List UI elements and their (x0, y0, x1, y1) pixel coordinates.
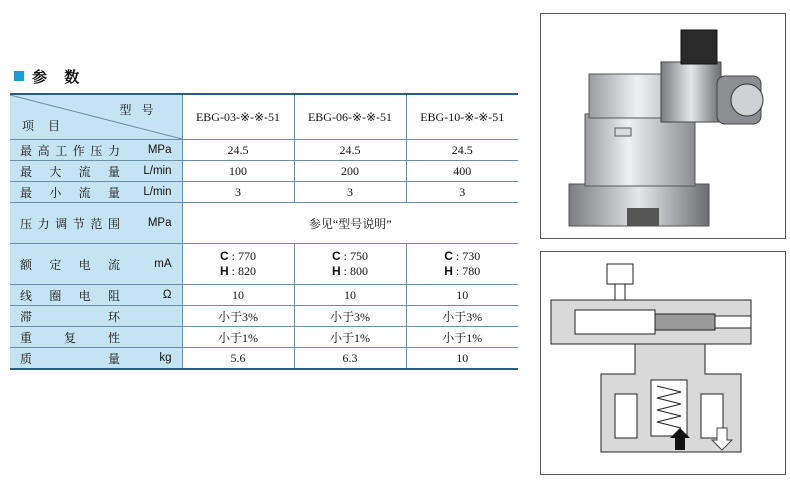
spec-row (10, 306, 518, 327)
row-label-cell (10, 140, 182, 161)
corner-cell (10, 94, 182, 140)
section-title: 参 数 (32, 67, 86, 86)
header-row (10, 94, 518, 140)
row-name-char: 作 (72, 143, 85, 158)
value-cell: 24.5 (294, 140, 406, 161)
spec-row (10, 327, 518, 348)
product-photo-frame (540, 13, 786, 239)
row-name-char: 额 (20, 257, 33, 272)
value-cell: 10 (406, 285, 518, 306)
row-name (20, 256, 120, 273)
spec-row (10, 244, 518, 285)
row-name-char: 力 (107, 143, 120, 158)
row-name-char: 量 (107, 351, 120, 366)
row-name-char: 量 (107, 185, 120, 200)
spec-row (10, 182, 518, 203)
rated-current-cell (182, 244, 294, 285)
value-cell: 小于3% (182, 306, 294, 327)
row-label-cell (10, 244, 182, 285)
row-label-cell (10, 285, 182, 306)
value-cell: 400 (406, 161, 518, 182)
row-name-char: 量 (107, 164, 120, 179)
row-label-cell (10, 203, 182, 244)
value-cell: 3 (294, 182, 406, 203)
row-name-char: 流 (78, 185, 91, 200)
current-h-line: H : 800 (331, 264, 368, 278)
value-cell: 200 (294, 161, 406, 182)
value-cell: 100 (182, 161, 294, 182)
spec-row (10, 140, 518, 161)
current-h-line: H : 820 (219, 264, 256, 278)
row-label-cell (10, 306, 182, 327)
current-c-line: C : 770 (219, 249, 256, 263)
value-cell: 小于1% (182, 327, 294, 348)
row-name-char: 调 (55, 216, 68, 231)
row-name-char: 阻 (107, 288, 120, 303)
row-unit: L/min (143, 186, 172, 198)
section-diagram-frame (540, 251, 786, 475)
row-unit: Ω (162, 289, 172, 301)
valve-cross-section-diagram (541, 252, 785, 474)
row-name-char: 滞 (20, 309, 33, 324)
value-cell: 3 (406, 182, 518, 203)
row-label-cell (10, 348, 182, 370)
row-name-char: 最 (20, 185, 33, 200)
row-unit: MPa (147, 217, 172, 229)
rated-current-cell (294, 244, 406, 285)
value-cell: 小于3% (294, 306, 406, 327)
model-header-1: EBG-03-※-※-51 (182, 94, 294, 140)
merged-value-cell: 参见“型号说明” (182, 203, 518, 244)
model-header-3: EBG-10-※-※-51 (406, 94, 518, 140)
value-cell: 24.5 (182, 140, 294, 161)
row-name-char: 最 (20, 164, 33, 179)
value-cell: 10 (406, 348, 518, 370)
current-c-line: C : 750 (331, 249, 368, 263)
value-cell: 小于1% (294, 327, 406, 348)
model-header-2: EBG-06-※-※-51 (294, 94, 406, 140)
row-label-cell (10, 327, 182, 348)
spec-row (10, 285, 518, 306)
row-name-char: 工 (55, 143, 68, 158)
row-name (20, 308, 120, 325)
current-h-line: H : 780 (444, 264, 481, 278)
row-name (20, 184, 120, 201)
row-name-char: 范 (90, 216, 103, 231)
row-name-char: 高 (37, 143, 50, 158)
row-name-char: 定 (49, 257, 62, 272)
row-unit: MPa (147, 144, 172, 156)
section-marker (14, 71, 24, 81)
row-name-char: 重 (20, 330, 33, 345)
row-name-char: 性 (107, 330, 120, 345)
row-name (20, 163, 120, 180)
value-cell: 6.3 (294, 348, 406, 370)
corner-model-label: 型号 (119, 103, 164, 117)
row-name-char: 复 (63, 330, 76, 345)
row-name-char: 大 (49, 164, 62, 179)
row-unit: kg (159, 352, 172, 364)
valve-photo-image (541, 14, 785, 238)
row-name (20, 215, 120, 232)
value-cell: 小于1% (406, 327, 518, 348)
current-c-line: C : 730 (444, 249, 481, 263)
row-name-char: 环 (107, 309, 120, 324)
row-name-char: 围 (107, 216, 120, 231)
row-name-char: 力 (37, 216, 50, 231)
corner-item-label: 项目 (22, 119, 75, 133)
row-name-char: 最 (20, 143, 33, 158)
section-heading (14, 66, 85, 86)
value-cell: 3 (182, 182, 294, 203)
row-name-char: 压 (90, 143, 103, 158)
spec-table (10, 93, 518, 370)
row-name-char: 电 (78, 288, 91, 303)
spec-row (10, 203, 518, 244)
rated-current-cell (406, 244, 518, 285)
value-cell: 10 (182, 285, 294, 306)
row-name-char: 线 (20, 288, 33, 303)
value-cell: 5.6 (182, 348, 294, 370)
row-name-char: 流 (78, 164, 91, 179)
row-name (20, 287, 120, 304)
spec-row (10, 348, 518, 370)
row-name (20, 142, 120, 159)
value-cell: 10 (294, 285, 406, 306)
row-label-cell (10, 161, 182, 182)
row-name-char: 质 (20, 351, 33, 366)
spec-row (10, 161, 518, 182)
row-name-char: 流 (107, 257, 120, 272)
row-name (20, 350, 120, 367)
row-unit: mA (154, 258, 172, 270)
value-cell: 小于3% (406, 306, 518, 327)
value-cell: 24.5 (406, 140, 518, 161)
row-name-char: 电 (78, 257, 91, 272)
row-name-char: 圈 (49, 288, 62, 303)
row-name-char: 节 (72, 216, 85, 231)
row-name-char: 小 (49, 185, 62, 200)
row-label-cell (10, 182, 182, 203)
row-unit: L/min (143, 165, 172, 177)
row-name (20, 329, 120, 346)
row-name-char: 压 (20, 216, 33, 231)
